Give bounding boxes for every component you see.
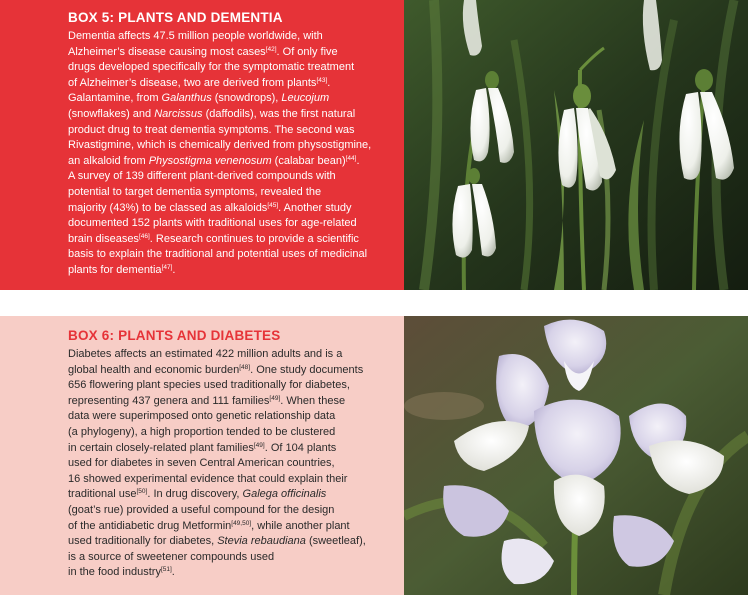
text-segment: 656 flowering plant species used traditionally for diabetes, xyxy=(68,379,350,392)
text-segment: drugs developed specifically for the symptomatic treatment xyxy=(68,61,355,74)
text-segment: an alkaloid from xyxy=(68,154,149,167)
text-line xyxy=(68,138,394,154)
text-segment: . In drug discovery, xyxy=(147,488,243,501)
text-segment: of Alzheimer’s disease, two are derived from plants xyxy=(68,76,317,89)
italic-term: Physostigma venenosum xyxy=(148,154,272,167)
text-segment: . xyxy=(327,76,331,89)
text-segment: representing 437 genera and 111 families xyxy=(68,394,270,407)
text-line xyxy=(68,247,394,263)
text-line xyxy=(68,232,394,248)
text-line xyxy=(68,263,394,279)
citation-ref: [43] xyxy=(316,76,328,84)
italic-term: Leucojum xyxy=(281,92,330,105)
citation-ref: [49] xyxy=(269,394,281,402)
text-line xyxy=(68,425,394,441)
text-segment: data were superimposed onto genetic relationship data xyxy=(68,410,336,423)
text-line xyxy=(68,441,394,457)
text-segment: of the antidiabetic drug Metformin xyxy=(68,519,232,532)
text-line xyxy=(68,201,394,217)
text-line xyxy=(68,394,394,410)
box-plants-and-diabetes xyxy=(0,316,404,595)
citation-ref: [51] xyxy=(160,566,172,574)
text-line xyxy=(68,456,394,472)
text-segment: documented 152 plants with traditional uses for age-related xyxy=(68,217,357,230)
text-segment: . Of only five xyxy=(276,45,338,58)
text-segment: traditional use xyxy=(68,488,137,501)
text-line xyxy=(68,45,394,61)
text-segment: Dementia affects 47.5 million people worldwide, with xyxy=(68,30,323,42)
text-line xyxy=(68,347,394,363)
text-segment: . One study documents xyxy=(250,363,364,376)
text-segment: brain diseases xyxy=(68,232,139,245)
text-segment: (snowflakes) and xyxy=(68,107,155,120)
text-line xyxy=(68,169,394,185)
text-segment: global health and economic burden xyxy=(68,363,240,376)
text-segment: plants for dementia xyxy=(68,263,162,276)
citation-ref: [44] xyxy=(345,154,357,162)
text-line xyxy=(68,107,394,123)
text-segment: Galantamine, from xyxy=(68,92,162,105)
text-segment: . xyxy=(356,154,360,167)
box6-title: BOX 6: PLANTS AND DIABETES xyxy=(68,328,281,343)
text-line xyxy=(68,534,394,550)
citation-ref: [42] xyxy=(265,45,277,53)
text-line xyxy=(68,363,394,379)
text-line xyxy=(68,29,394,45)
text-line xyxy=(68,154,394,170)
italic-term: Narcissus xyxy=(154,107,203,120)
text-segment: . Research continues to provide a scientific xyxy=(149,232,359,245)
text-segment: Diabetes affects an estimated 422 million adults and is a xyxy=(68,348,343,360)
text-segment: in certain closely-related plant families xyxy=(68,441,254,454)
text-segment: 16 showed experimental evidence that could explain their xyxy=(68,472,348,485)
text-segment: . When these xyxy=(280,394,346,407)
italic-term: Stevia rebaudiana xyxy=(217,535,306,548)
box5-title: BOX 5: PLANTS AND DEMENTIA xyxy=(68,10,283,25)
box-plants-and-dementia xyxy=(0,0,404,290)
text-line xyxy=(68,565,394,581)
citation-ref: [46] xyxy=(138,232,150,240)
text-segment: . xyxy=(172,263,176,276)
text-segment: A survey of 139 different plant-derived compounds with xyxy=(68,170,336,183)
box5-body xyxy=(68,29,394,279)
text-segment: (sweetleaf), xyxy=(305,535,366,548)
text-segment: basis to explain the traditional and potential uses of medicinal xyxy=(68,248,368,261)
text-segment: (calabar bean) xyxy=(271,154,346,167)
text-line xyxy=(68,216,394,232)
text-line xyxy=(68,60,394,76)
box6-body xyxy=(68,347,394,581)
citation-ref: [47] xyxy=(161,263,173,271)
text-line xyxy=(68,76,394,92)
text-line xyxy=(68,123,394,139)
citation-ref: [48] xyxy=(239,363,251,371)
citation-ref: [45] xyxy=(267,201,279,209)
text-segment: . Of 104 plants xyxy=(264,441,337,454)
text-line xyxy=(68,487,394,503)
text-segment: Rivastigmine, which is chemically derived from physostigmine, xyxy=(68,139,372,152)
text-line xyxy=(68,378,394,394)
snowdrop-photo xyxy=(404,0,748,290)
text-line xyxy=(68,185,394,201)
text-segment: is a source of sweetener compounds used xyxy=(68,550,275,563)
citation-ref: [50] xyxy=(136,488,148,496)
text-line xyxy=(68,519,394,535)
text-segment: product drug to treat dementia symptoms. The second was xyxy=(68,123,355,136)
text-line xyxy=(68,409,394,425)
text-segment: in the food industry xyxy=(68,566,161,579)
text-line xyxy=(68,91,394,107)
text-segment: (a phylogeny), a high proportion tended to be clustered xyxy=(68,425,336,438)
text-segment: . Another study xyxy=(278,201,352,214)
italic-term: Galanthus xyxy=(161,92,212,105)
text-line xyxy=(68,550,394,566)
text-line xyxy=(68,503,394,519)
citation-ref: [49] xyxy=(253,441,265,449)
text-segment: (goat’s rue) provided a useful compound for the design xyxy=(68,503,335,516)
text-segment: (daffodils), was the first natural xyxy=(202,107,356,120)
text-segment: used for diabetes in seven Central American countries, xyxy=(68,457,335,470)
italic-term: Galega officinalis xyxy=(242,488,327,501)
text-segment: (snowdrops), xyxy=(211,92,282,105)
text-segment: , while another plant xyxy=(251,519,350,532)
text-segment: potential to target dementia symptoms, revealed the xyxy=(68,185,322,198)
goats-rue-photo xyxy=(404,316,748,595)
text-line xyxy=(68,472,394,488)
text-segment: Alzheimer’s disease causing most cases xyxy=(68,45,266,58)
text-segment: . xyxy=(171,566,175,579)
citation-ref: [49,50] xyxy=(231,519,252,527)
text-segment: majority (43%) to be classed as alkaloids xyxy=(68,201,268,214)
text-segment: used traditionally for diabetes, xyxy=(68,535,218,548)
